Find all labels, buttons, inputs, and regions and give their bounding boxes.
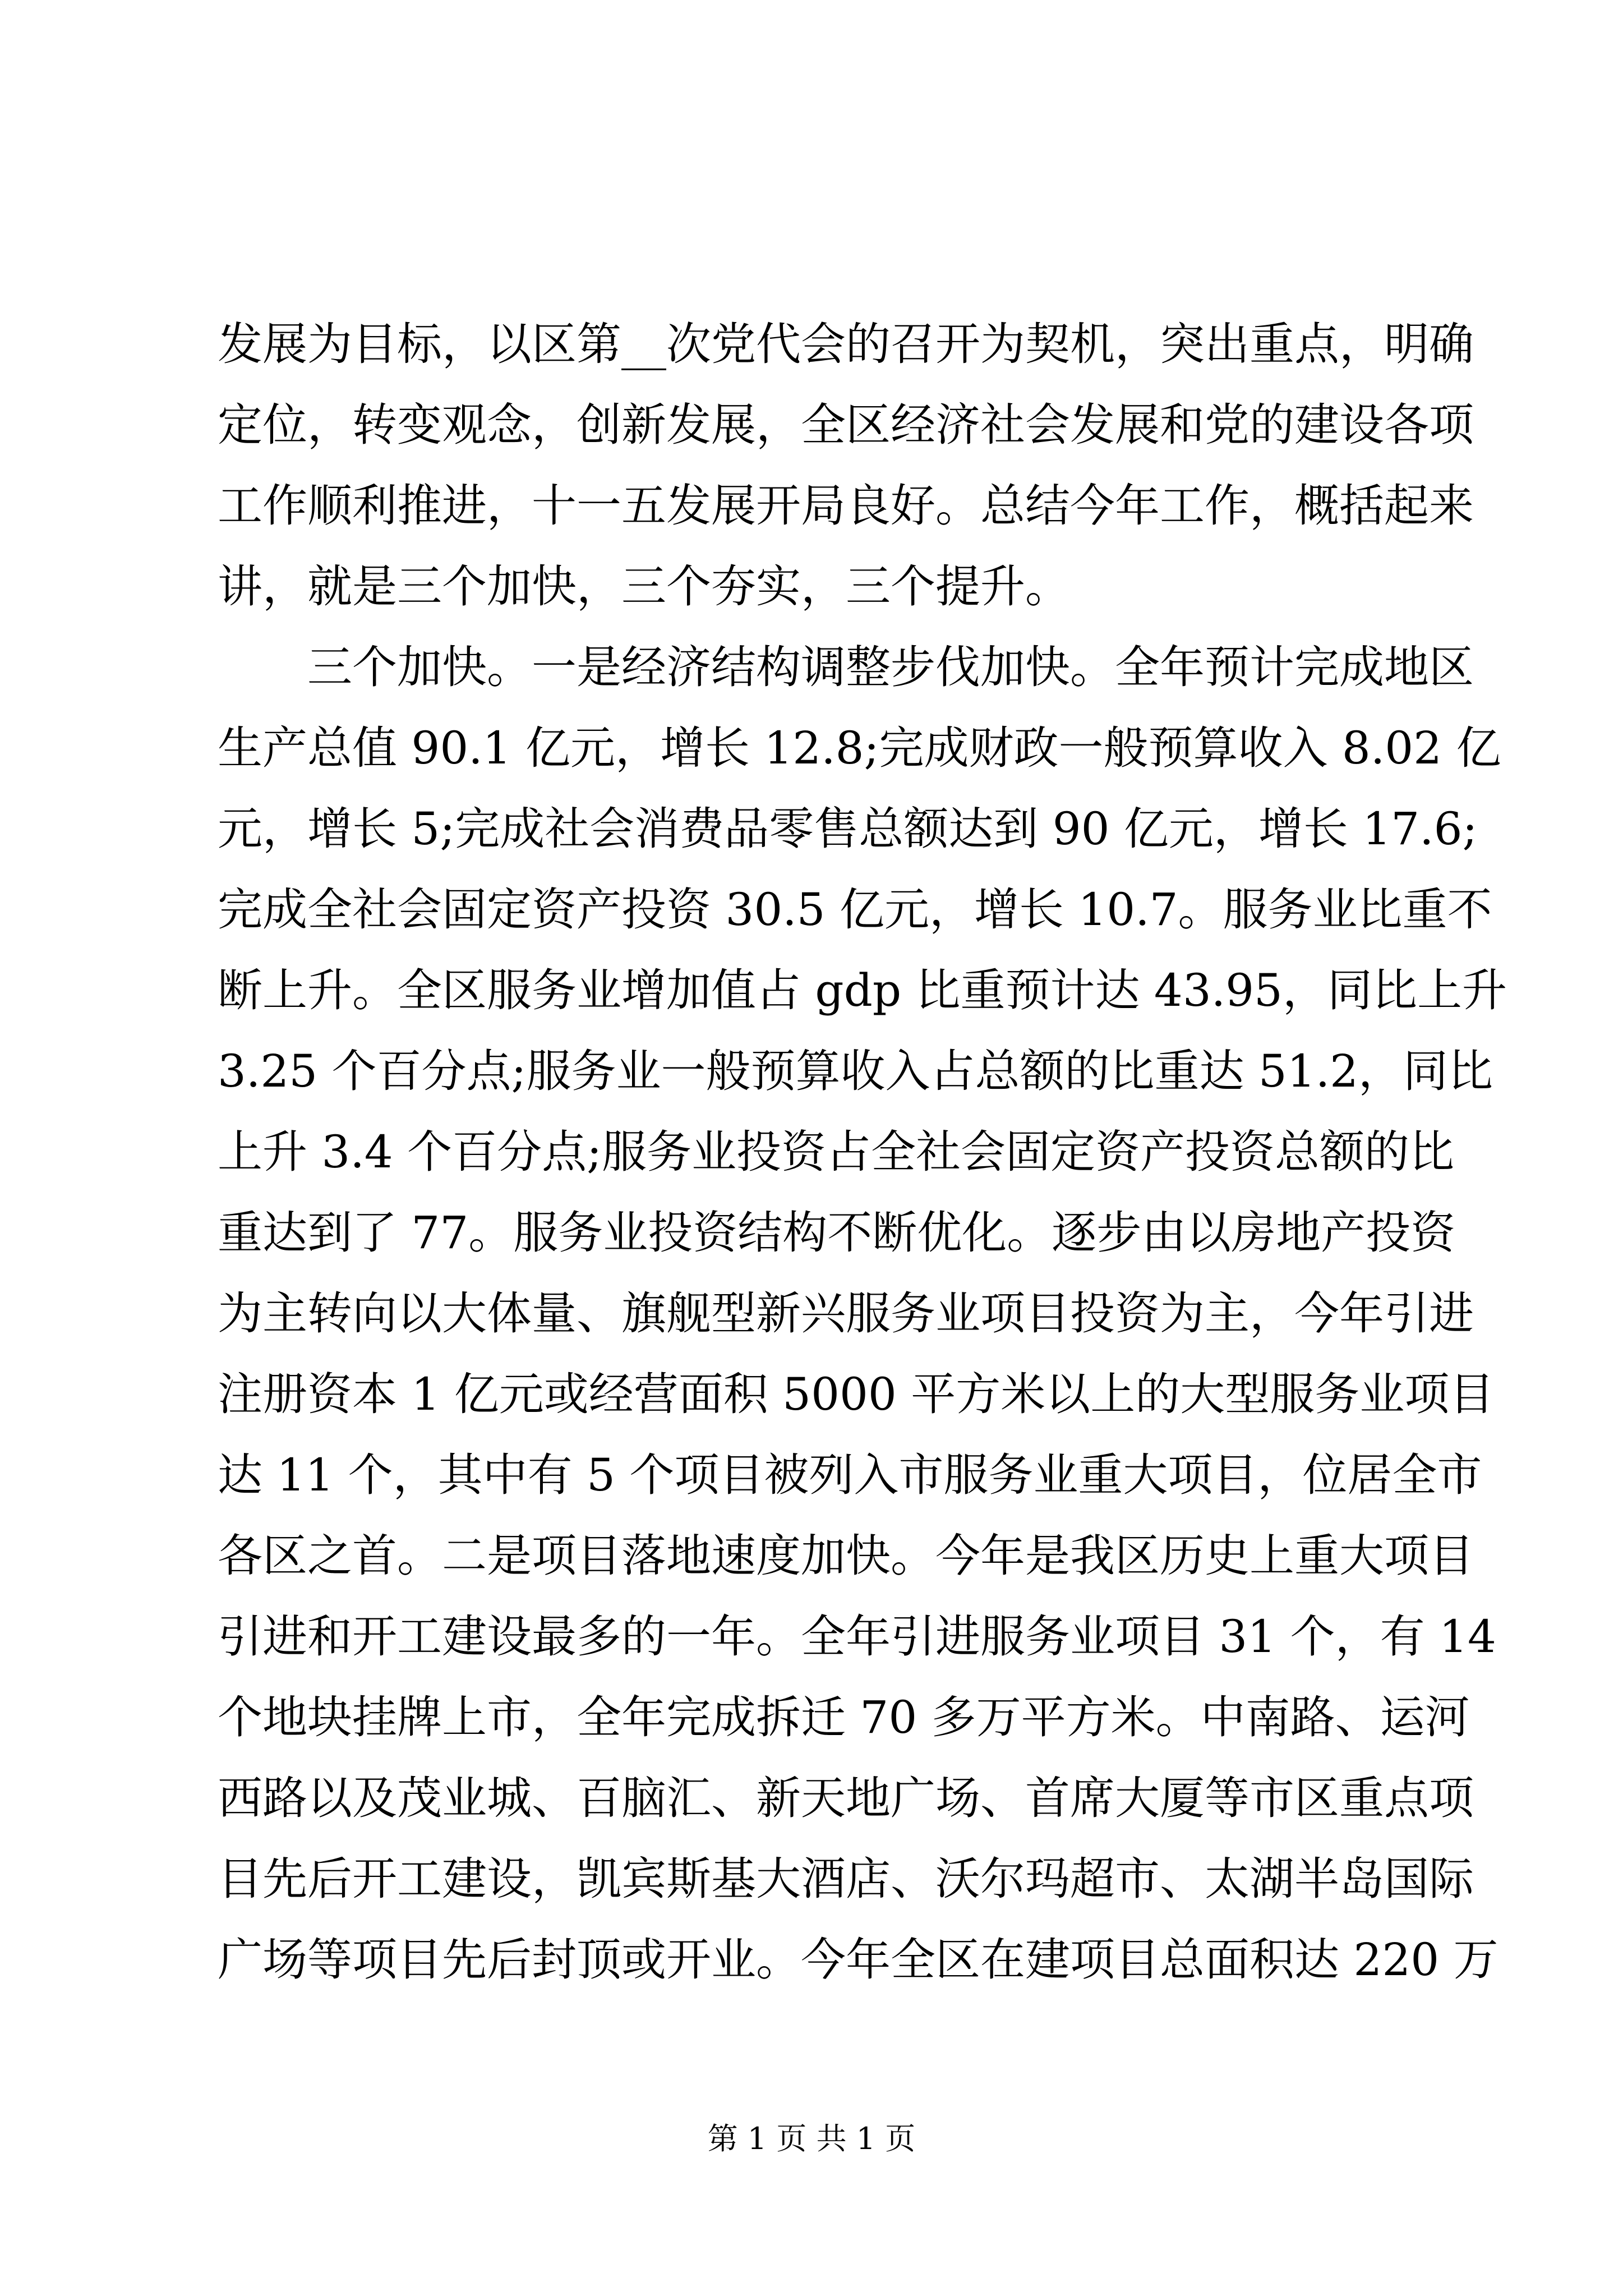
text-line-14: 注册资本 1 亿元或经营面积 5000 平方米以上的大型服务业项目 [218,1368,1495,1420]
text-line-20: 目先后开工建设，凯宾斯基大酒店、沃尔玛超市、太湖半岛国际 [218,1853,1474,1905]
document-body [218,304,1507,2000]
text-line-4: 讲，就是三个加快，三个夯实，三个提升。 [218,560,1070,613]
text-line-16: 各区之首。二是项目落地速度加快。今年是我区历史上重大项目 [218,1530,1474,1582]
text-line-15: 达 11 个，其中有 5 个项目被列入市服务业重大项目，位居全市 [218,1449,1482,1501]
text-line-5: 三个加快。一是经济结构调整步伐加快。全年预计完成地区 [218,641,1474,693]
text-line-9: 断上升。全区服务业增加值占 gdp 比重预计达 43.95，同比上升 [218,964,1507,1016]
text-line-12: 重达到了 77。服务业投资结构不断优化。逐步由以房地产投资 [218,1207,1456,1259]
text-line-13: 为主转向以大体量、旗舰型新兴服务业项目投资为主，今年引进 [218,1287,1474,1340]
text-line-21: 广场等项目先后封顶或开业。今年全区在建项目总面积达 220 万 [218,1934,1498,1986]
text-line-11: 上升 3.4 个百分点;服务业投资占全社会固定资产投资总额的比 [218,1126,1455,1178]
text-line-8: 完成全社会固定资产投资 30.5 亿元，增长 10.7。服务业比重不 [218,884,1492,936]
text-line-6: 生产总值 90.1 亿元，增长 12.8;完成财政一般预算收入 8.02 亿 [218,722,1501,774]
text-line-1: 发展为目标，以区第__次党代会的召开为契机，突出重点，明确 [218,318,1474,370]
page-footer: 第 1 页 共 1 页 [707,2121,916,2156]
text-line-10: 3.25 个百分点;服务业一般预算收入占总额的比重达 51.2，同比 [218,1045,1493,1097]
text-line-18: 个地块挂牌上市，全年完成拆迁 70 多万平方米。中南路、运河 [218,1691,1470,1743]
text-line-3: 工作顺利推进，十一五发展开局良好。总结今年工作，概括起来 [218,480,1474,532]
text-line-19: 西路以及茂业城、百脑汇、新天地广场、首席大厦等市区重点项 [218,1772,1474,1824]
text-line-17: 引进和开工建设最多的一年。全年引进服务业项目 31 个，有 14 [218,1611,1496,1663]
text-line-2: 定位，转变观念，创新发展，全区经济社会发展和党的建设各项 [218,399,1474,451]
text-line-7: 元，增长 5;完成社会消费品零售总额达到 90 亿元，增长 17.6; [218,803,1478,855]
